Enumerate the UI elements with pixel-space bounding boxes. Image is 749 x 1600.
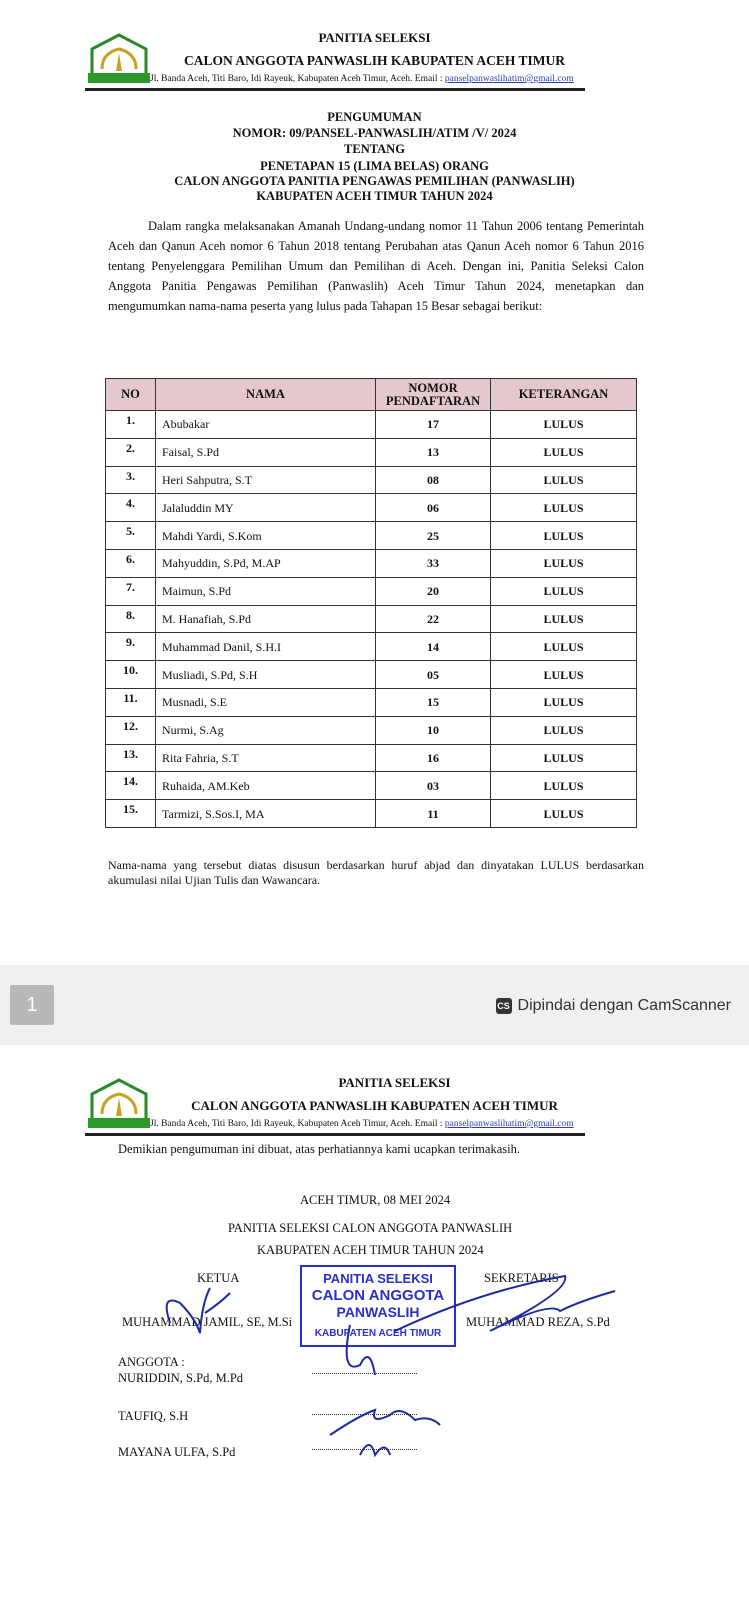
table-row [106, 716, 637, 744]
row-nama: M. Hanafiah, S.Pd [156, 605, 376, 633]
row-keterangan: LULUS [491, 800, 637, 828]
row-nomor: 14 [376, 633, 491, 661]
email-link[interactable]: panselpanwaslihatim@gmail.com [444, 1119, 574, 1129]
row-keterangan: LULUS [491, 772, 637, 800]
row-nama: Nurmi, S.Ag [156, 716, 376, 744]
row-nama: Muhammad Danil, S.H.I [156, 633, 376, 661]
letterhead-line1: PANITIA SELEKSI [338, 1075, 451, 1090]
row-nama: Maimun, S.Pd [156, 577, 376, 605]
col-no: NO [106, 379, 156, 411]
results-table [105, 378, 637, 828]
title-tentang: TENTANG [344, 142, 405, 156]
letterhead-rule [85, 88, 585, 91]
row-nomor: 25 [376, 522, 491, 550]
row-nama: Ruhaida, AM.Keb [156, 772, 376, 800]
row-keterangan: LULUS [491, 522, 637, 550]
table-row [106, 661, 637, 689]
row-keterangan: LULUS [491, 688, 637, 716]
row-nomor: 06 [376, 494, 491, 522]
org-line2: KABUPATEN ACEH TIMUR TAHUN 2024 [257, 1243, 484, 1257]
document-page-2 [0, 1045, 749, 1600]
row-nomor: 16 [376, 744, 491, 772]
ketua-signature [160, 1283, 250, 1343]
camscanner-icon: CS [496, 998, 512, 1014]
row-nama: Faisal, S.Pd [156, 438, 376, 466]
place-date: ACEH TIMUR, 08 MEI 2024 [300, 1193, 451, 1207]
table-row [106, 466, 637, 494]
row-nomor: 03 [376, 772, 491, 800]
sekretaris-label: SEKRETARIS [484, 1271, 559, 1285]
row-no: 5. [106, 522, 156, 550]
row-nama: Tarmizi, S.Sos.I, MA [156, 800, 376, 828]
row-no: 10. [106, 661, 156, 689]
table-row [106, 688, 637, 716]
address-text: Jl. Banda Aceh, Titi Baro, Idi Rayeuk, Kabupaten Aceh Timur, Aceh. Email : [150, 1119, 445, 1129]
row-nama: Heri Sahputra, S.T [156, 466, 376, 494]
row-keterangan: LULUS [491, 411, 637, 439]
row-keterangan: LULUS [491, 661, 637, 689]
anggota-3-name: MAYANA ULFA, S.Pd [118, 1445, 236, 1459]
ketua-label: KETUA [197, 1271, 240, 1285]
table-row [106, 438, 637, 466]
title-calon: CALON ANGGOTA PANITIA PENGAWAS PEMILIHAN (PANWASLIH) [174, 174, 575, 188]
row-no: 4. [106, 494, 156, 522]
row-nomor: 08 [376, 466, 491, 494]
table-row [106, 800, 637, 828]
col-nomor: NOMOR PENDAFTARAN [376, 379, 491, 411]
ketua-name: MUHAMMAD JAMIL, SE, M.Si [122, 1315, 293, 1329]
row-nama: Musliadi, S.Pd, S.H [156, 661, 376, 689]
anggota-label: ANGGOTA : [118, 1355, 185, 1369]
table-note: Nama-nama yang tersebut diatas disusun berdasarkan huruf abjad dan dinyatakan LULUS berdasarkan akumulasi nilai Ujian Tulis dan Wawancara. [108, 858, 644, 887]
row-keterangan: LULUS [491, 744, 637, 772]
stamp-line1: PANITIA SELEKSI [323, 1271, 433, 1286]
anggota-1-name: NURIDDIN, S.Pd, M.Pd [118, 1371, 244, 1385]
stamp-line4: KABUPATEN ACEH TIMUR [314, 1328, 442, 1339]
row-nomor: 05 [376, 661, 491, 689]
row-nomor: 10 [376, 716, 491, 744]
row-nomor: 11 [376, 800, 491, 828]
page-separator [0, 965, 749, 1045]
row-no: 1. [106, 411, 156, 439]
sekretaris-name: MUHAMMAD REZA, S.Pd [466, 1315, 610, 1329]
row-no: 15. [106, 800, 156, 828]
table-row [106, 494, 637, 522]
table-row [106, 744, 637, 772]
anggota-signatures [320, 1315, 450, 1465]
row-nama: Jalaluddin MY [156, 494, 376, 522]
table-header-row [106, 379, 637, 411]
page-number-badge[interactable]: 1 [10, 985, 54, 1025]
letterhead-address [150, 74, 574, 85]
row-keterangan: LULUS [491, 549, 637, 577]
row-keterangan: LULUS [491, 605, 637, 633]
title-penetapan: PENETAPAN 15 (LIMA BELAS) ORANG [260, 159, 489, 173]
row-keterangan: LULUS [491, 716, 637, 744]
col-nama: NAMA [156, 379, 376, 411]
col-keterangan: KETERANGAN [491, 379, 637, 411]
row-no: 12. [106, 716, 156, 744]
row-nomor: 13 [376, 438, 491, 466]
email-link[interactable]: panselpanwaslihatim@gmail.com [444, 74, 574, 84]
row-nama: Abubakar [156, 411, 376, 439]
title-nomor: NOMOR: 09/PANSEL-PANWASLIH/ATIM /V/ 2024 [232, 126, 517, 140]
table-row [106, 577, 637, 605]
row-keterangan: LULUS [491, 494, 637, 522]
title-pengumuman: PENGUMUMAN [327, 110, 422, 124]
camscanner-label: Dipindai dengan CamScanner [517, 997, 731, 1014]
letterhead-line2: CALON ANGGOTA PANWASLIH KABUPATEN ACEH TIMUR [184, 53, 565, 68]
table-row [106, 605, 637, 633]
camscanner-watermark [496, 997, 731, 1015]
org-line1: PANITIA SELEKSI CALON ANGGOTA PANWASLIH [228, 1221, 513, 1235]
stamp-line2: CALON ANGGOTA [311, 1287, 445, 1304]
row-no: 8. [106, 605, 156, 633]
row-nama: Rita Fahria, S.T [156, 744, 376, 772]
row-keterangan: LULUS [491, 633, 637, 661]
row-keterangan: LULUS [491, 577, 637, 605]
table-row [106, 522, 637, 550]
title-kabupaten: KABUPATEN ACEH TIMUR TAHUN 2024 [256, 189, 493, 203]
row-no: 9. [106, 633, 156, 661]
address-text: Jl. Banda Aceh, Titi Baro, Idi Rayeuk, Kabupaten Aceh Timur, Aceh. Email : [150, 74, 445, 84]
table-row [106, 411, 637, 439]
letterhead-line1: PANITIA SELEKSI [318, 30, 431, 45]
table-row [106, 633, 637, 661]
row-no: 13. [106, 744, 156, 772]
table-row [106, 549, 637, 577]
table-row [106, 772, 637, 800]
row-keterangan: LULUS [491, 466, 637, 494]
stamp-line3: PANWASLIH [336, 1304, 420, 1320]
letterhead-rule [85, 1133, 585, 1136]
row-nama: Mahdi Yardi, S.Kom [156, 522, 376, 550]
row-no: 11. [106, 688, 156, 716]
intro-paragraph: Dalam rangka melaksanakan Amanah Undang-undang nomor 11 Tahun 2006 tentang Pemerintah Aceh dan Qanun Aceh nomor 6 Tahun 2018 tentang Perubahan atas Qanun Aceh nomor 6 Tahun 2016 tentang Penyelenggara Pemilihan Umum dan Pemilihan di Aceh. Dengan ini, Panitia Seleksi Calon Anggota Panitia Pengawas Pemilihan (Panwaslih) Aceh Timur Tahun 2024, menetapkan dan mengumumkan nama-nama peserta yang lulus pada Tahapan 15 Besar sebagai berikut: [108, 219, 644, 313]
row-no: 3. [106, 466, 156, 494]
row-nomor: 33 [376, 549, 491, 577]
letterhead-address [150, 1119, 574, 1130]
row-nomor: 22 [376, 605, 491, 633]
row-nomor: 17 [376, 411, 491, 439]
row-no: 6. [106, 549, 156, 577]
row-no: 2. [106, 438, 156, 466]
row-nomor: 15 [376, 688, 491, 716]
closing-text: Demikian pengumuman ini dibuat, atas perhatiannya kami ucapkan terimakasih. [118, 1142, 520, 1156]
row-no: 14. [106, 772, 156, 800]
row-nomor: 20 [376, 577, 491, 605]
row-no: 7. [106, 577, 156, 605]
anggota-2-name: TAUFIQ, S.H [118, 1409, 189, 1423]
row-nama: Mahyuddin, S.Pd, M.AP [156, 549, 376, 577]
row-nama: Musnadi, S.E [156, 688, 376, 716]
letterhead-line2: CALON ANGGOTA PANWASLIH KABUPATEN ACEH TIMUR [191, 1098, 558, 1113]
row-keterangan: LULUS [491, 438, 637, 466]
